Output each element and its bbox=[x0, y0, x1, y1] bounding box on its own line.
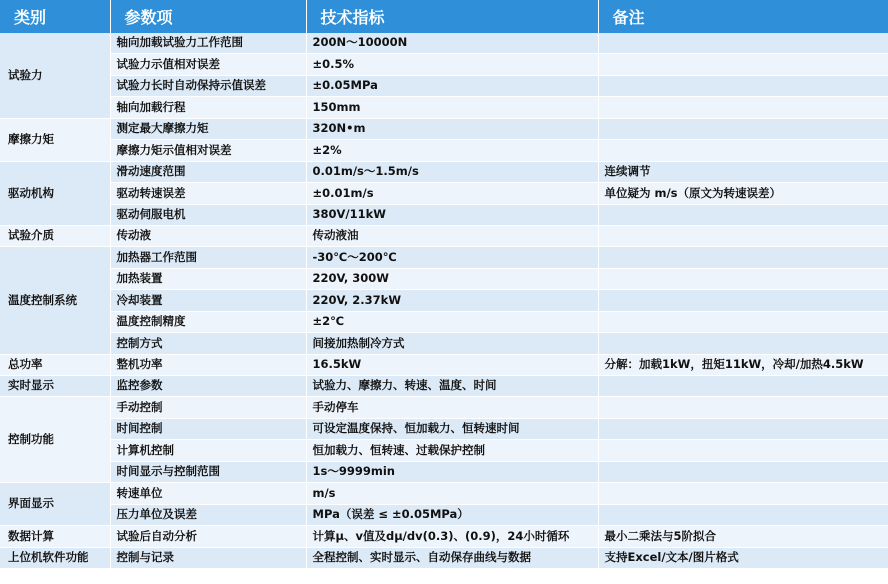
remarks-cell bbox=[598, 268, 888, 289]
parameter-cell: 整机功率 bbox=[110, 354, 306, 375]
table-row bbox=[0, 440, 888, 461]
spec-cell: 全程控制、实时显示、自动保存曲线与数据 bbox=[306, 547, 598, 568]
spec-cell: 试验力、摩擦力、转速、温度、时间 bbox=[306, 376, 598, 397]
table-row bbox=[0, 118, 888, 139]
parameter-cell: 手动控制 bbox=[110, 397, 306, 418]
category-cell: 实时显示 bbox=[0, 376, 110, 397]
remarks-cell: 连续调节 bbox=[598, 161, 888, 182]
parameter-cell: 温度控制精度 bbox=[110, 311, 306, 332]
remarks-cell bbox=[598, 418, 888, 439]
category-cell: 上位机软件功能 bbox=[0, 547, 110, 568]
spec-cell: 220V, 2.37kW bbox=[306, 290, 598, 311]
header-category: 类别 bbox=[0, 0, 110, 33]
table-row bbox=[0, 268, 888, 289]
spec-cell: 320N•m bbox=[306, 118, 598, 139]
parameter-cell: 轴向加载行程 bbox=[110, 97, 306, 118]
parameter-cell: 驱动转速误差 bbox=[110, 183, 306, 204]
table-row bbox=[0, 504, 888, 525]
parameter-cell: 试验力长时自动保持示值误差 bbox=[110, 75, 306, 96]
parameter-cell: 控制方式 bbox=[110, 333, 306, 354]
spec-cell: 220V, 300W bbox=[306, 268, 598, 289]
remarks-cell bbox=[598, 311, 888, 332]
parameter-cell: 测定最大摩擦力矩 bbox=[110, 118, 306, 139]
spec-cell: -30℃～200℃ bbox=[306, 247, 598, 268]
spec-cell: 16.5kW bbox=[306, 354, 598, 375]
spec-cell: 恒加载力、恒转速、过载保护控制 bbox=[306, 440, 598, 461]
header-spec: 技术指标 bbox=[306, 0, 598, 33]
parameter-cell: 时间控制 bbox=[110, 418, 306, 439]
parameter-cell: 压力单位及误差 bbox=[110, 504, 306, 525]
remarks-cell bbox=[598, 247, 888, 268]
spec-cell: 可设定温度保持、恒加载力、恒转速时间 bbox=[306, 418, 598, 439]
table-row bbox=[0, 376, 888, 397]
table-row bbox=[0, 526, 888, 547]
table-row bbox=[0, 33, 888, 54]
table-row bbox=[0, 75, 888, 96]
category-cell: 试验力 bbox=[0, 33, 110, 118]
category-cell: 温度控制系统 bbox=[0, 247, 110, 354]
category-cell: 控制功能 bbox=[0, 397, 110, 483]
parameter-cell: 滑动速度范围 bbox=[110, 161, 306, 182]
parameter-cell: 加热装置 bbox=[110, 268, 306, 289]
parameter-cell: 试验力示值相对误差 bbox=[110, 54, 306, 75]
category-cell: 试验介质 bbox=[0, 225, 110, 246]
remarks-cell bbox=[598, 333, 888, 354]
table-row bbox=[0, 54, 888, 75]
table-row bbox=[0, 354, 888, 375]
category-cell: 驱动机构 bbox=[0, 161, 110, 225]
remarks-cell bbox=[598, 75, 888, 96]
spec-cell: 0.01m/s～1.5m/s bbox=[306, 161, 598, 182]
spec-cell: 200N～10000N bbox=[306, 33, 598, 54]
table-row bbox=[0, 461, 888, 482]
parameter-cell: 计算机控制 bbox=[110, 440, 306, 461]
remarks-cell bbox=[598, 118, 888, 139]
spec-cell: 传动液油 bbox=[306, 225, 598, 246]
category-cell: 总功率 bbox=[0, 354, 110, 375]
remarks-cell bbox=[598, 140, 888, 161]
parameter-cell: 驱动伺服电机 bbox=[110, 204, 306, 225]
parameter-cell: 时间显示与控制范围 bbox=[110, 461, 306, 482]
spec-cell: 手动停车 bbox=[306, 397, 598, 418]
table-row bbox=[0, 333, 888, 354]
spec-cell: m/s bbox=[306, 483, 598, 504]
remarks-cell bbox=[598, 54, 888, 75]
remarks-cell bbox=[598, 440, 888, 461]
remarks-cell: 分解：加载1kW，扭矩11kW，冷却/加热4.5kW bbox=[598, 354, 888, 375]
spec-cell: 计算μ、v值及dμ/dv(0.3)、(0.9)，24小时循环 bbox=[306, 526, 598, 547]
spec-cell: ±2% bbox=[306, 140, 598, 161]
spec-cell: 150mm bbox=[306, 97, 598, 118]
parameter-cell: 试验后自动分析 bbox=[110, 526, 306, 547]
table-row bbox=[0, 290, 888, 311]
remarks-cell bbox=[598, 225, 888, 246]
remarks-cell bbox=[598, 504, 888, 525]
table-row bbox=[0, 183, 888, 204]
parameter-cell: 控制与记录 bbox=[110, 547, 306, 568]
table-row bbox=[0, 311, 888, 332]
parameter-cell: 转速单位 bbox=[110, 483, 306, 504]
table-row bbox=[0, 140, 888, 161]
parameter-cell: 摩擦力矩示值相对误差 bbox=[110, 140, 306, 161]
category-cell: 界面显示 bbox=[0, 483, 110, 526]
table-row bbox=[0, 204, 888, 225]
spec-cell: 1s～9999min bbox=[306, 461, 598, 482]
remarks-cell bbox=[598, 33, 888, 54]
remarks-cell bbox=[598, 461, 888, 482]
parameter-cell: 传动液 bbox=[110, 225, 306, 246]
category-cell: 数据计算 bbox=[0, 526, 110, 547]
table-row bbox=[0, 418, 888, 439]
spec-cell: ±0.05MPa bbox=[306, 75, 598, 96]
remarks-cell: 最小二乘法与5阶拟合 bbox=[598, 526, 888, 547]
table-row bbox=[0, 547, 888, 568]
table-row bbox=[0, 97, 888, 118]
remarks-cell bbox=[598, 97, 888, 118]
parameter-cell: 监控参数 bbox=[110, 376, 306, 397]
remarks-cell bbox=[598, 376, 888, 397]
parameter-cell: 冷却装置 bbox=[110, 290, 306, 311]
table-row bbox=[0, 161, 888, 182]
table-row bbox=[0, 483, 888, 504]
table-row bbox=[0, 247, 888, 268]
header-parameter: 参数项 bbox=[110, 0, 306, 33]
spec-cell: ±0.01m/s bbox=[306, 183, 598, 204]
spec-cell: ±0.5% bbox=[306, 54, 598, 75]
parameter-cell: 轴向加载试验力工作范围 bbox=[110, 33, 306, 54]
header-remarks: 备注 bbox=[598, 0, 888, 33]
remarks-cell bbox=[598, 204, 888, 225]
spec-cell: ±2℃ bbox=[306, 311, 598, 332]
spec-cell: MPa（误差 ≤ ±0.05MPa） bbox=[306, 504, 598, 525]
spec-cell: 380V/11kW bbox=[306, 204, 598, 225]
header-row bbox=[0, 0, 888, 33]
remarks-cell bbox=[598, 290, 888, 311]
remarks-cell bbox=[598, 397, 888, 418]
category-cell: 摩擦力矩 bbox=[0, 118, 110, 161]
remarks-cell: 单位疑为 m/s（原文为转速误差） bbox=[598, 183, 888, 204]
remarks-cell bbox=[598, 483, 888, 504]
spec-body bbox=[0, 33, 888, 568]
remarks-cell: 支持Excel/文本/图片格式 bbox=[598, 547, 888, 568]
table-row bbox=[0, 397, 888, 418]
table-row bbox=[0, 225, 888, 246]
spec-cell: 间接加热制冷方式 bbox=[306, 333, 598, 354]
parameter-cell: 加热器工作范围 bbox=[110, 247, 306, 268]
